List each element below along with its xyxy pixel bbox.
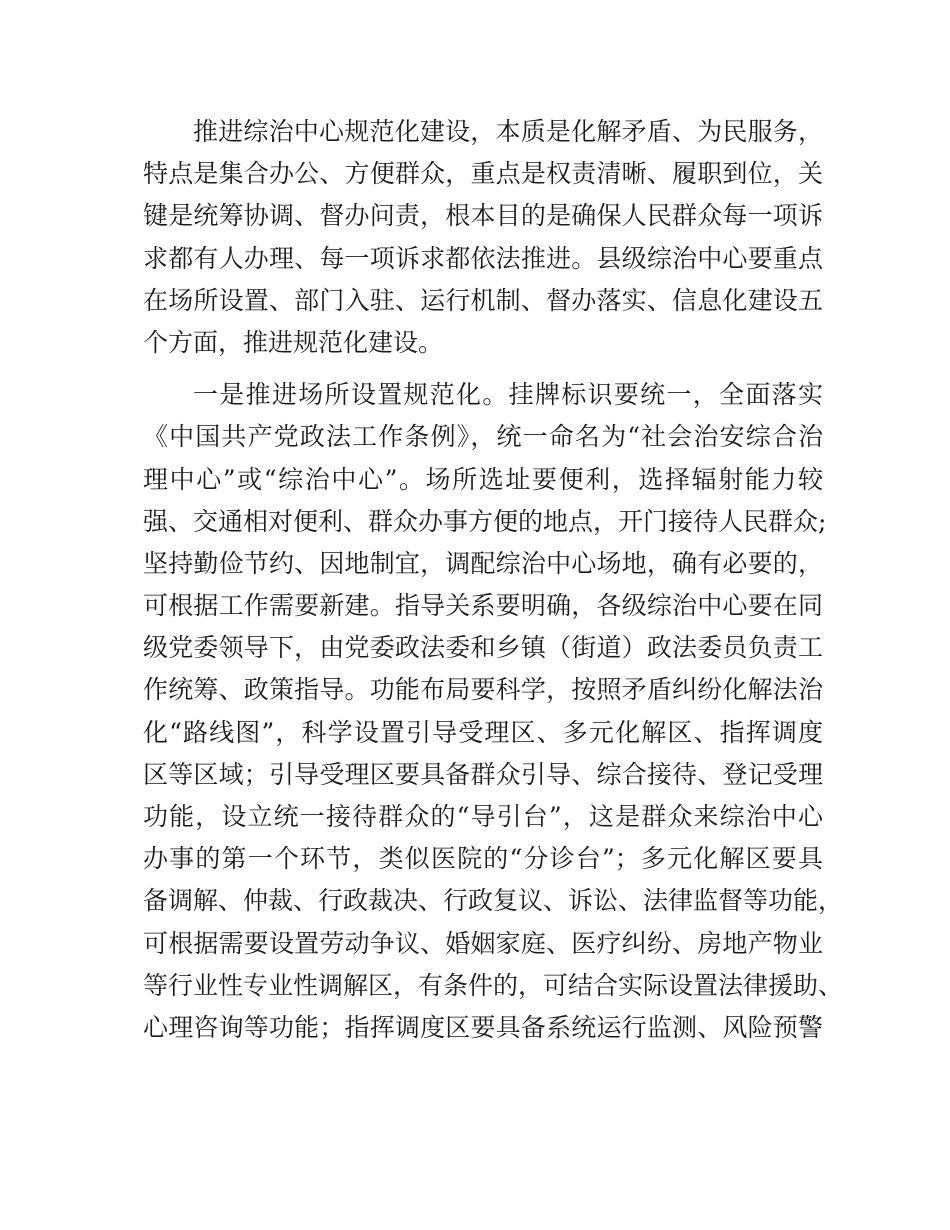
text-line: 可根据工作需要新建。指导关系要明确，各级综治中心要在同	[143, 591, 823, 621]
paragraph-1	[143, 111, 823, 364]
text-line: 作统筹、政策指导。功能布局要科学，按照矛盾纠纷化解法治	[143, 675, 823, 705]
text-line: 级党委领导下，由党委政法委和乡镇（街道）政法委员负责工	[143, 633, 823, 663]
text-line: 一是推进场所设置规范化。挂牌标识要统一，全面落实	[193, 380, 823, 410]
text-line: 《中国共产党政法工作条例》，统一命名为“社会治安综合治	[143, 422, 823, 452]
paragraph-spacer	[143, 364, 823, 374]
text-line: 备调解、仲裁、行政裁决、行政复议、诉讼、法律监督等功能，	[143, 886, 844, 916]
paragraph-2	[143, 374, 844, 1049]
text-line: 坚持勤俭节约、因地制宜，调配综治中心场地，确有必要的，	[143, 548, 823, 578]
text-line: 理中心”或“综治中心”。场所选址要便利，选择辐射能力较	[143, 464, 823, 494]
text-line: 求都有人办理、每一项诉求都依法推进。县级综治中心要重点	[143, 243, 823, 273]
text-line: 功能，设立统一接待群众的“导引台”，这是群众来综治中心	[143, 802, 823, 831]
text-line: 等行业性专业性调解区，有条件的，可结合实际设置法律援助、	[143, 970, 844, 1000]
text-line: 个方面，推进规范化建设。	[143, 327, 444, 357]
text-line: 在场所设置、部门入驻、运行机制、督办落实、信息化建设五	[143, 285, 823, 315]
text-line: 办事的第一个环节，类似医院的“分诊台”；多元化解区要具	[143, 844, 823, 874]
text-line: 心理咨询等功能；指挥调度区要具备系统运行监测、风险预警	[143, 1012, 823, 1042]
text-line: 强、交通相对便利、群众办事方便的地点，开门接待人民群众;	[143, 506, 827, 536]
text-line: 推进综治中心规范化建设，本质是化解矛盾、为民服务，	[193, 117, 823, 146]
text-line: 化“路线图”，科学设置引导受理区、多元化解区、指挥调度	[143, 717, 823, 747]
text-line: 特点是集合办公、方便群众，重点是权责清晰、履职到位，关	[143, 159, 823, 189]
text-line: 可根据需要设置劳动争议、婚姻家庭、医疗纠纷、房地产物业	[143, 928, 823, 958]
text-line: 区等区域；引导受理区要具备群众引导、综合接待、登记受理	[143, 759, 823, 789]
document-body	[143, 111, 844, 1049]
text-line: 键是统筹协调、督办问责，根本目的是确保人民群众每一项诉	[143, 201, 823, 231]
